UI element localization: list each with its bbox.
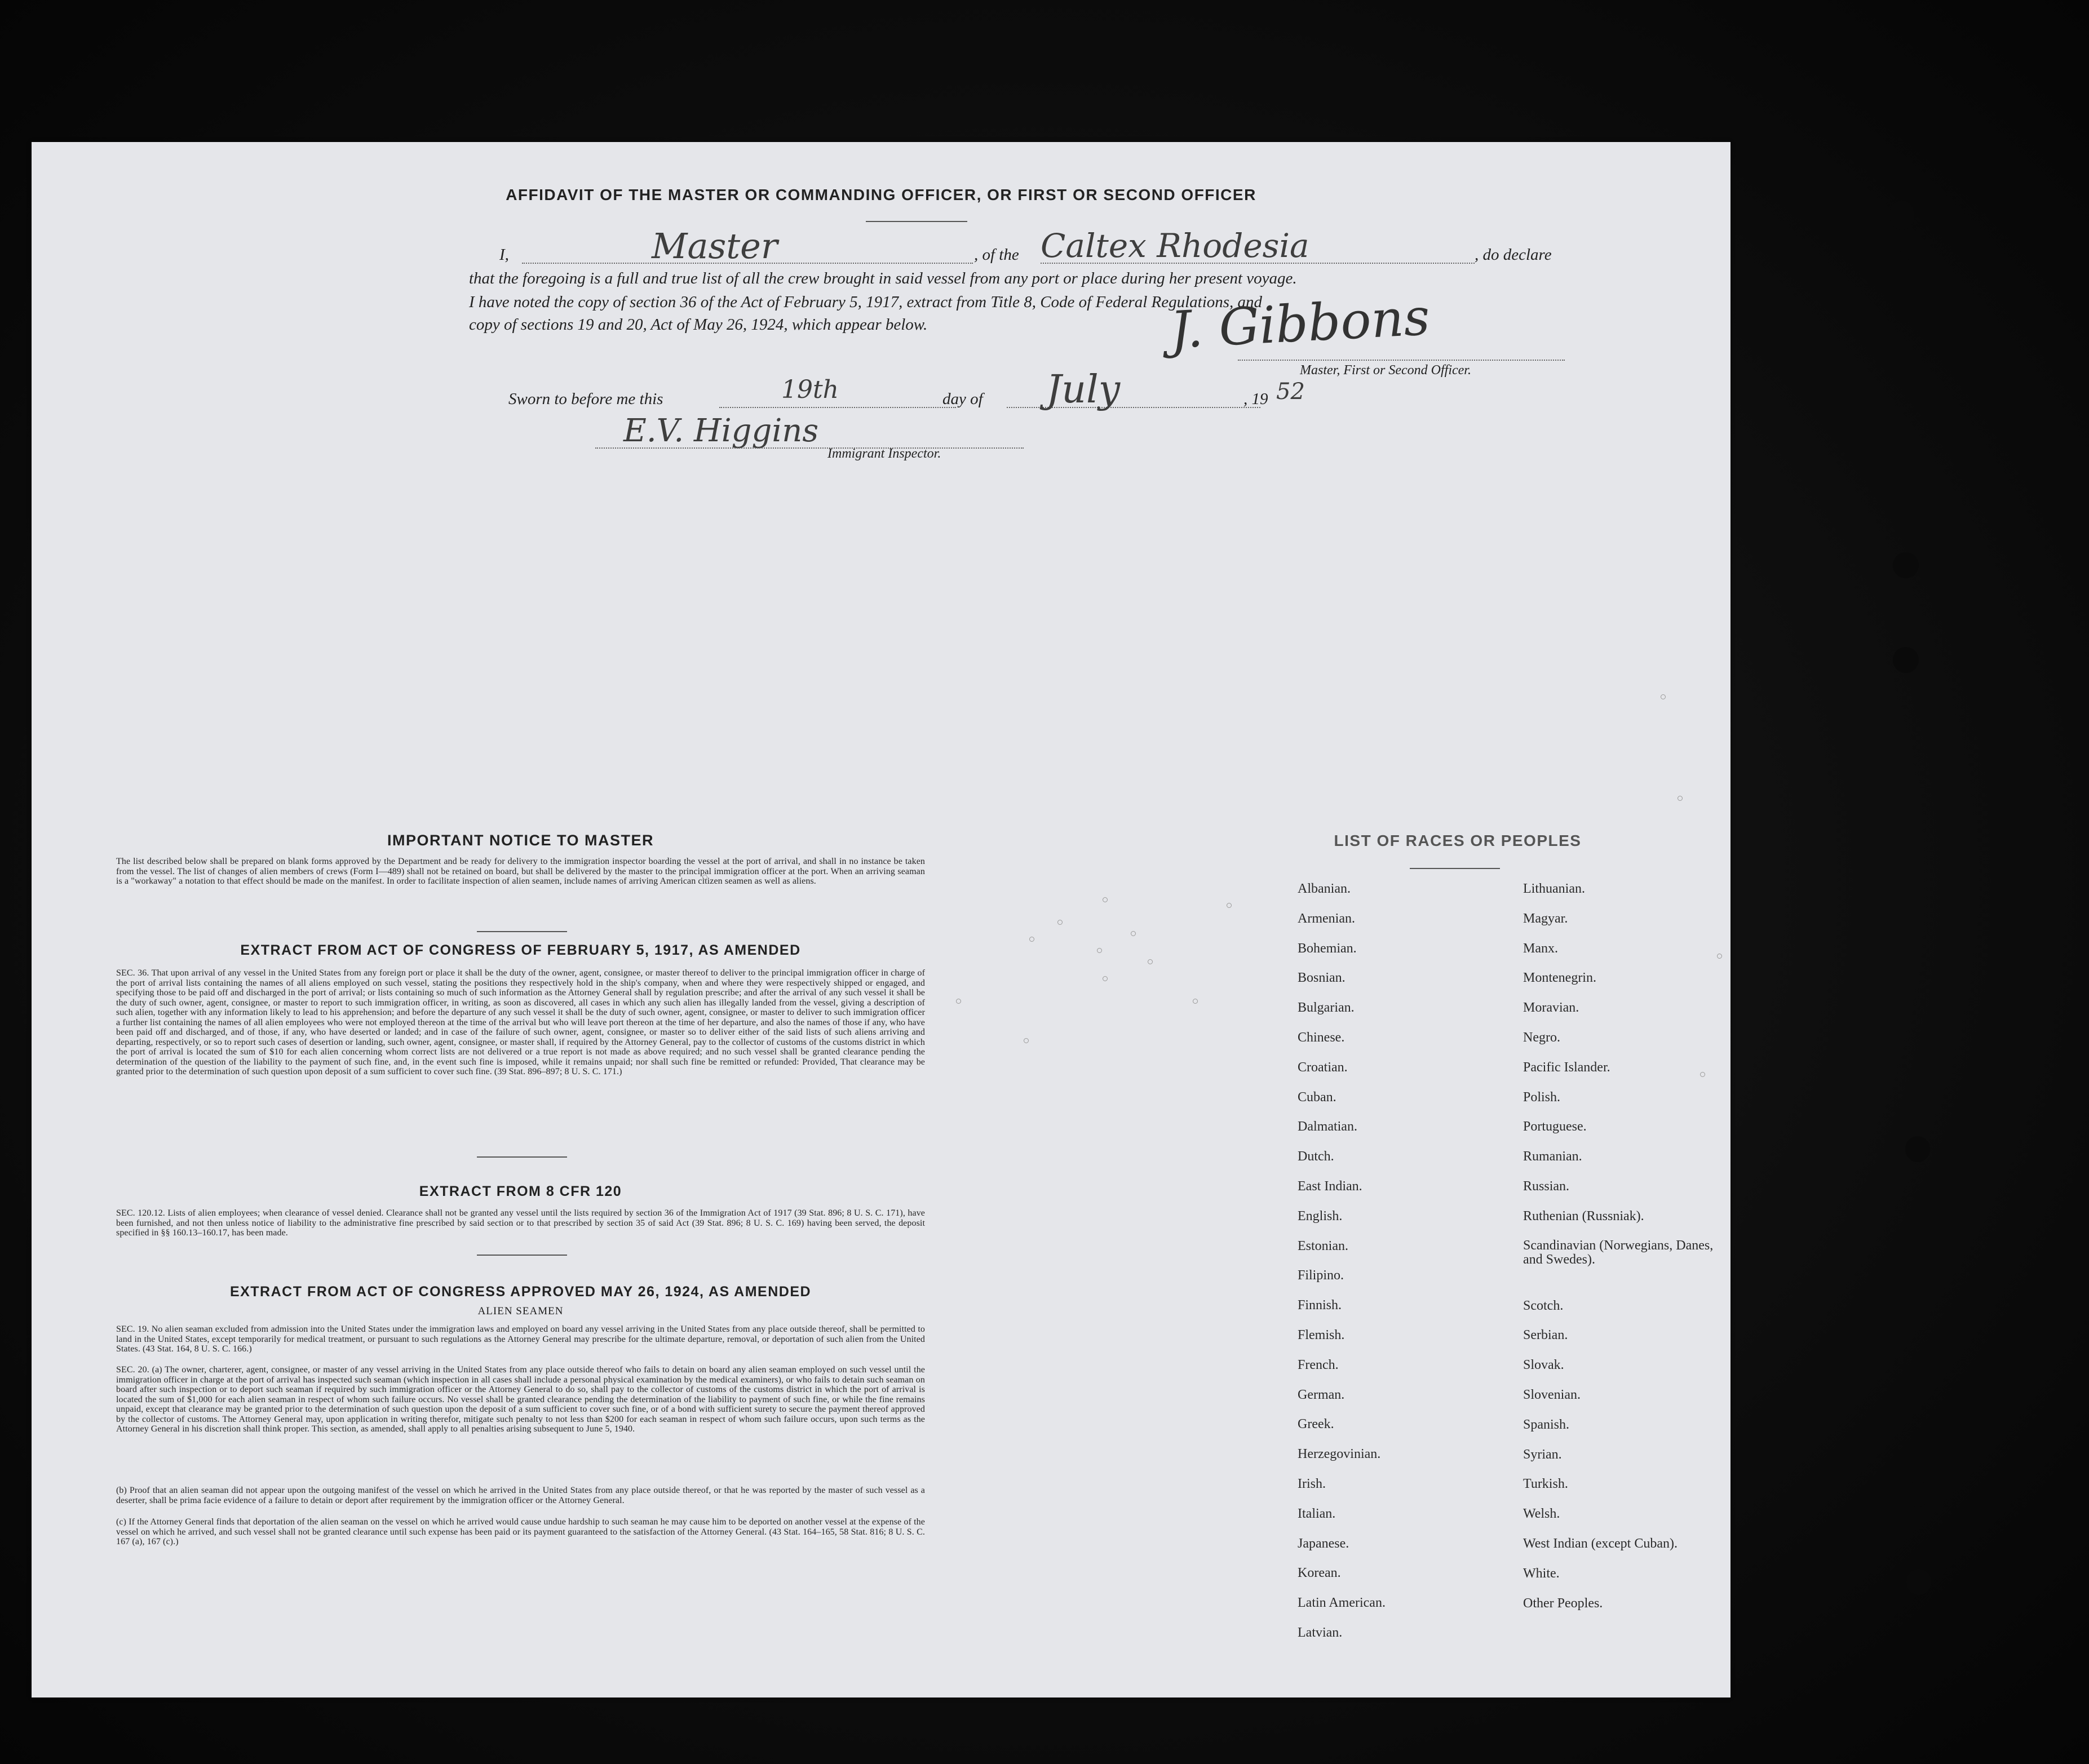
race-item: Scotch. <box>1523 1298 1564 1313</box>
race-item: Polish. <box>1523 1089 1561 1105</box>
race-item: Flemish. <box>1298 1328 1345 1342</box>
signature-caption: Master, First or Second Officer. <box>1300 363 1471 378</box>
year-prefix: , 19 <box>1243 390 1268 408</box>
speck <box>1029 937 1034 942</box>
binder-hole <box>1893 647 1919 673</box>
race-item: Dutch. <box>1298 1149 1334 1164</box>
race-item: White. <box>1523 1566 1560 1581</box>
sec-19-text: SEC. 19. No alien seaman excluded from admission into the United States under the immigration laws and employed on board any vessel arriving in the United States from any place outside thereof, shall be permitted to land in the United States, except temporarily for medical treatment, or pursuant to such regulations as the Attorney General may prescribe for the ultimate departure, removal, or deportation of such alien from the United States. (43 Stat. 164, 8 U. S. C. 166.) <box>116 1324 925 1354</box>
binder-hole <box>1888 251 1909 274</box>
extract-1917-text: SEC. 36. That upon arrival of any vessel in the United States from any foreign port or place it shall be the duty of the owner, agent, consignee, or master thereof to deliver to the principal immigration officer in charge of the port of arrival lists containing the names of all aliens employed on such vessel, stating the positions they respectively hold in the ship's company, when and where they were respectively shipped or engaged, and specifying those to be paid off and discharged in the port of arrival; or lists containing so much of such information as the Attorney General shall by regulation prescribe; and after the arrival of any such vessel it shall be the duty of such owner, agent, consignee, or master to report to such immigration officer, in writing, as soon as discovered, all cases in which any such alien has illegally landed from the vessel, giving a description of such alien, together with any information likely to lead to his apprehension; and before the departure of any such vessel it shall be the duty of such owner, agent, consignee, or master to deliver to such immigration officer a further list containing the names of all alien employees who were not employed thereon at the time of the arrival but who will leave port thereon at the time of her departure, and also the names of those if any, who have been paid off and discharged, and of those, if any, who have deserted or landed; and in case of the failure of such owner, agent, consignee, or master so to deliver either of the said lists of such aliens arriving and departing, respectively, or so to report such cases of desertion or landing, such owner, agent, consignee, or master shall, if required by the Attorney General, pay to the collector of customs of the customs district in which the port of arrival is located the sum of $10 for each alien concerning whom correct lists are not delivered or a true report is not made as above required; and no such vessel shall be granted clearance pending the determination of the question of the liability to the payment of such fine, and, in the event such fine is imposed, while it remains unpaid; nor shall such fine be remitted or refunded: Provided, That clearance may be granted prior to the determination of such question upon deposit of a sum sufficient to cover such fine. (39 Stat. 896–897; 8 U. S. C. 171.) <box>116 968 925 1076</box>
race-item: Japanese. <box>1298 1536 1349 1551</box>
sec-20b-text: (b) Proof that an alien seaman did not appear upon the outgoing manifest of the vessel on which he arrived in the United States from any place outside thereof, or that he was reported by the master of such vessel as a deserter, shall be prima facie evidence of a failure to detain or deport after requirement by the immigration officer or the Attorney General. <box>116 1486 925 1505</box>
affidavit-line-4: copy of sections 19 and 20, Act of May 26, 1924, which appear below. <box>469 316 928 334</box>
race-item: Armenian. <box>1298 911 1355 926</box>
race-item: Herzegovinian. <box>1298 1447 1381 1462</box>
notice-text: The list described below shall be prepared on blank forms approved by the Department and be ready for delivery to the immigration inspector boarding the vessel at the port of arrival, and shall in no instance be taken from the vessel. The list of changes of alien members of crews (Form I—489) shall not be retained on board, but shall be delivered by the master to the principal immigration officer at the port. When an arriving seaman is a "workaway" a notation to that effect should be made on the manifest. In order to facilitate inspection of alien seamen, include names of arriving American citizen seamen as well as aliens. <box>116 857 925 886</box>
divider <box>477 1156 567 1158</box>
speck <box>1103 976 1108 981</box>
binder-hole <box>1889 201 1914 230</box>
document-sheet <box>32 142 1730 1697</box>
speck <box>702 875 707 880</box>
speck <box>1193 999 1198 1004</box>
race-item: West Indian (except Cuban). <box>1523 1536 1678 1551</box>
race-item: Finnish. <box>1298 1298 1342 1313</box>
race-item: Slovak. <box>1523 1358 1564 1373</box>
race-item: Lithuanian. <box>1523 881 1585 896</box>
inspector-signature: E.V. Higgins <box>623 413 819 449</box>
race-item: Montenegrin. <box>1523 970 1596 986</box>
speck <box>956 999 961 1004</box>
race-item: Albanian. <box>1298 881 1351 896</box>
race-item: Serbian. <box>1523 1328 1568 1343</box>
race-item: Italian. <box>1298 1506 1336 1521</box>
year-handwriting: 52 <box>1276 379 1305 405</box>
race-item: Pacific Islander. <box>1523 1060 1610 1075</box>
race-item: Russian. <box>1523 1179 1570 1194</box>
sec-20c-text: (c) If the Attorney General finds that deportation of the alien seaman on the vessel on which he arrived would cause undue hardship to such seaman he may cause him to be deported on another vessel at the expense of the vessel on which he arrived, and such vessel shall not be granted clearance until such expense has been paid or its payment guaranteed to the satisfaction of the Attorney General. (43 Stat. 164–165, 58 Stat. 816; 8 U. S. C. 167 (a), 167 (c).) <box>116 1517 925 1546</box>
extract-cfr-title: EXTRACT FROM 8 CFR 120 <box>419 1184 622 1199</box>
speck <box>1148 959 1153 964</box>
race-item: Welsh. <box>1523 1506 1560 1522</box>
race-item: East Indian. <box>1298 1179 1362 1194</box>
race-item: Greek. <box>1298 1417 1334 1432</box>
race-item: English. <box>1298 1208 1343 1224</box>
divider <box>866 221 967 222</box>
race-item: Cuban. <box>1298 1089 1336 1105</box>
race-item: Bosnian. <box>1298 970 1346 986</box>
affidavit-line-2: that the foregoing is a full and true list of all the crew brought in said vessel from any port or place during her present voyage. <box>469 269 1297 287</box>
month-handwriting: July <box>1046 367 1121 412</box>
affidavit-i-label: I, <box>499 246 509 264</box>
speck <box>1678 796 1683 801</box>
notice-title: IMPORTANT NOTICE TO MASTER <box>387 832 654 849</box>
race-item: French. <box>1298 1357 1339 1372</box>
divider <box>477 931 567 932</box>
sec-20a-text: SEC. 20. (a) The owner, charterer, agent, consignee, or master of any vessel arriving in the United States from any place outside thereof who fails to detain on board any alien seaman employed on such vessel until the immigration officer in charge at the port of arrival has inspected such seaman (which inspection in all cases shall include a personal physical examination by the medical examiners), or who fails to detain such seaman on board after such inspection or to deport such seaman if required by such immigration officer or the Attorney General to do so, shall pay to the collector of customs of the customs district in which the port of arrival is located the sum of $1,000 for each alien seaman in respect of whom such failure occurs. No vessel shall be granted clearance pending the determination of the liability to payment of such fine, or while the fine remains unpaid, except that clearance may be granted prior to the determination of such question upon the deposit of a sum sufficient to cover such fine, or of a bond with sufficient surety to secure the payment thereof approved by the collector of customs. The Attorney General may, upon application in writing therefor, mitigate such penalty to not less than $200 for each seaman in respect of whom such failure occurs, upon such terms as the Attorney General in his discretion shall think proper. This section, as amended, shall apply to all penalties arising subsequent to June 5, 1940. <box>116 1365 925 1434</box>
month-line <box>1007 407 1260 408</box>
race-item: Magyar. <box>1523 911 1568 926</box>
of-the-label: , of the <box>974 246 1019 264</box>
race-item: Filipino. <box>1298 1268 1344 1283</box>
race-item: Syrian. <box>1523 1447 1562 1462</box>
race-item: Irish. <box>1298 1477 1326 1491</box>
race-item: Bohemian. <box>1298 941 1357 956</box>
day-of-label: day of <box>942 390 983 408</box>
extract-cfr-text: SEC. 120.12. Lists of alien employees; when clearance of vessel denied. Clearance shall not be granted any vessel until the lists required by section 36 of the Immigration Act of 1917 (39 Stat. 896; 8 U. S. C. 171), have been furnished, and not then unless notice of liability to the administrative fine prescribed by said section or to that prescribed by section 35 of said Act (39 Stat. 896; 8 U. S. C. 169) having been served, the deposit specified in §§ 160.13–160.17, has been made. <box>116 1208 925 1238</box>
speck <box>1097 948 1102 953</box>
alien-seamen-subtitle: ALIEN SEAMEN <box>477 1305 564 1317</box>
race-item: Estonian. <box>1298 1238 1348 1253</box>
extract-1917-title: EXTRACT FROM ACT OF CONGRESS OF FEBRUARY 5, 1917, AS AMENDED <box>240 942 801 958</box>
race-item: Bulgarian. <box>1298 1000 1355 1016</box>
race-item: Scandinavian (Norwegians, Danes, and Swedes). <box>1523 1238 1714 1267</box>
race-item: Portuguese. <box>1523 1119 1587 1134</box>
speck <box>1661 694 1666 699</box>
binder-hole <box>1905 1481 1930 1507</box>
sworn-label: Sworn to before me this <box>508 390 663 408</box>
race-item: Latin American. <box>1298 1595 1386 1611</box>
speck <box>1057 920 1063 925</box>
speck <box>1227 903 1232 908</box>
do-declare-label: , do declare <box>1475 246 1552 264</box>
race-item: Moravian. <box>1523 1000 1579 1016</box>
binder-hole <box>1893 552 1919 578</box>
day-line <box>719 407 956 408</box>
inspector-caption: Immigrant Inspector. <box>827 446 941 461</box>
race-item: Slovenian. <box>1523 1388 1581 1402</box>
master-handwriting: Master <box>652 225 778 267</box>
extract-1924-title: EXTRACT FROM ACT OF CONGRESS APPROVED MAY 26, 1924, AS AMENDED <box>229 1284 812 1300</box>
race-item: Chinese. <box>1298 1030 1345 1045</box>
binder-hole <box>1906 1569 1931 1595</box>
divider <box>1410 868 1500 869</box>
binder-hole <box>1905 1136 1930 1162</box>
affidavit-title: AFFIDAVIT OF THE MASTER OR COMMANDING OFFICER, OR FIRST OR SECOND OFFICER <box>506 186 1256 203</box>
race-item: Negro. <box>1523 1030 1560 1045</box>
race-item: Turkish. <box>1523 1477 1568 1492</box>
signature-line <box>1238 360 1565 361</box>
race-item: Dalmatian. <box>1298 1119 1357 1134</box>
binder-hole <box>1893 298 1918 322</box>
speck <box>1700 1072 1705 1077</box>
race-item: Spanish. <box>1523 1417 1570 1432</box>
vessel-handwriting: Caltex Rhodesia <box>1041 227 1309 265</box>
race-item: Manx. <box>1523 941 1558 956</box>
speck <box>1717 954 1722 959</box>
master-signature: J. Gibbons <box>1169 287 1431 360</box>
speck <box>1131 931 1136 936</box>
affidavit-line-3: I have noted the copy of section 36 of the Act of February 5, 1917, extract from Title 8, Code of Federal Regulations, and <box>469 293 1263 311</box>
speck <box>1024 1038 1029 1043</box>
race-item: Other Peoples. <box>1523 1595 1603 1611</box>
inspector-line <box>595 447 1024 449</box>
speck <box>1103 897 1108 902</box>
races-title: LIST OF RACES OR PEOPLES <box>1334 832 1582 849</box>
race-item: German. <box>1298 1387 1345 1402</box>
race-item: Ruthenian (Russniak). <box>1523 1208 1644 1224</box>
divider <box>477 1255 567 1256</box>
race-item: Latvian. <box>1298 1625 1343 1640</box>
race-item: Rumanian. <box>1523 1149 1582 1164</box>
day-handwriting: 19th <box>781 375 839 404</box>
race-item: Korean. <box>1298 1566 1341 1581</box>
race-item: Croatian. <box>1298 1060 1348 1075</box>
